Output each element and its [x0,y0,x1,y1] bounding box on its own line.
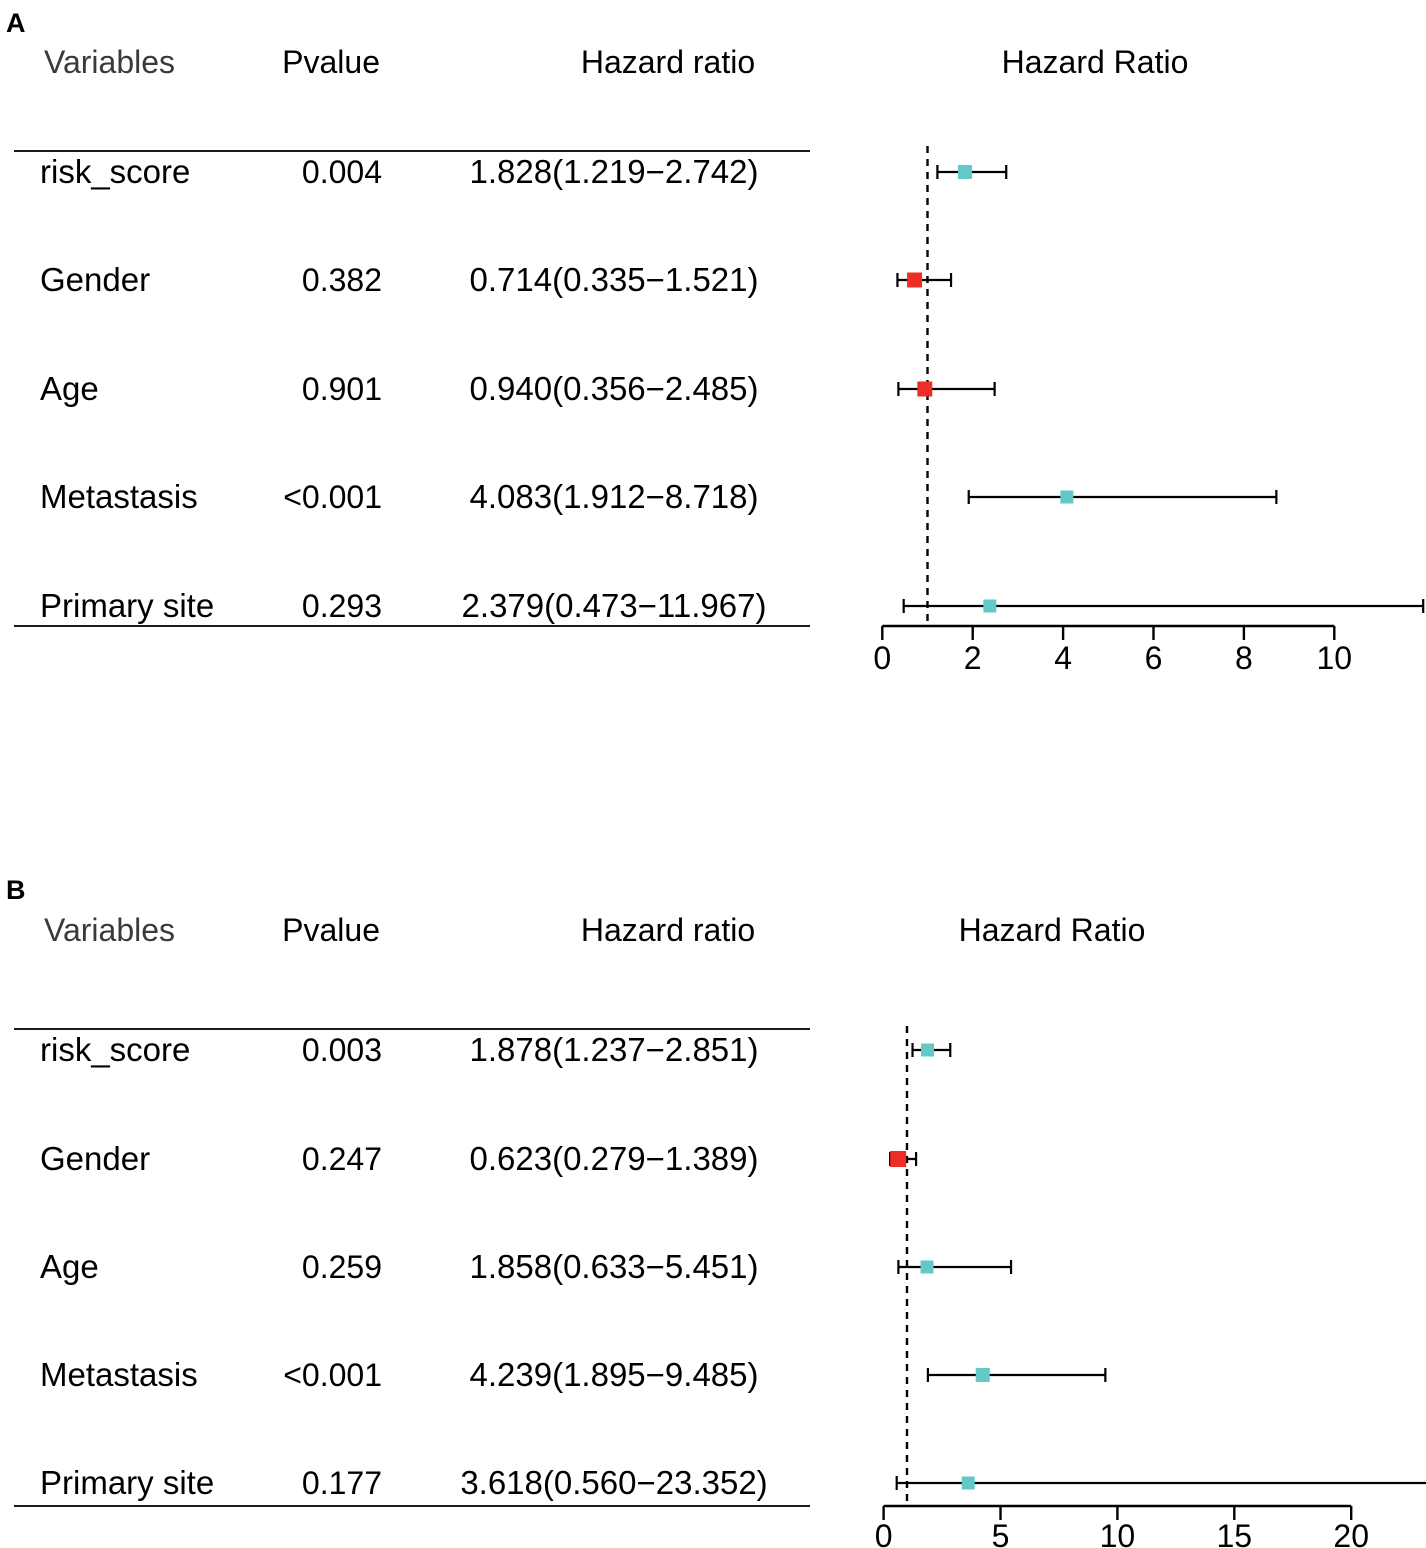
panel-a [0,0,1426,700]
column-header-pvalue: Pvalue [282,912,380,948]
table-row [0,1461,820,1505]
row-variable: Gender [40,261,151,298]
row-hazard-ratio: 1.828(1.219−2.742) [469,153,759,190]
x-axis-tick-label: 4 [1054,640,1072,676]
row-variable: Gender [40,1140,151,1177]
x-axis-tick-label: 0 [874,1518,893,1548]
row-variable: Metastasis [40,1356,198,1393]
hr-marker [958,165,972,179]
row-variable: Primary site [40,1464,215,1501]
row-pvalue: 0.177 [301,1465,382,1501]
row-pvalue: 0.293 [301,588,382,624]
row-hazard-ratio: 0.940(0.356−2.485) [469,370,759,407]
table-row [0,584,820,628]
row-pvalue: 0.901 [301,371,382,407]
hr-marker [890,1151,906,1167]
x-axis-tick-label: 6 [1144,640,1163,676]
plot-title: Hazard Ratio [1001,44,1189,80]
x-axis-tick-label: 5 [991,1518,1010,1548]
column-header-hazard-ratio: Hazard ratio [580,44,756,80]
row-pvalue: 0.003 [301,1032,382,1068]
hr-marker [921,1044,934,1057]
table-row [0,150,820,194]
panel-label-b: B [6,875,26,905]
row-pvalue: 0.259 [301,1249,382,1285]
column-header-pvalue: Pvalue [282,44,380,80]
row-pvalue: <0.001 [283,479,382,515]
row-pvalue: 0.382 [301,262,382,298]
row-hazard-ratio: 0.714(0.335−1.521) [469,261,759,298]
row-hazard-ratio: 3.618(0.560−23.352) [460,1464,768,1501]
row-variable: risk_score [40,153,191,190]
row-pvalue: 0.247 [301,1141,382,1177]
table-row [0,1028,820,1072]
x-axis-tick-label: 20 [1333,1518,1369,1548]
hr-marker [917,382,932,397]
x-axis-tick-label: 2 [963,640,982,676]
row-variable: risk_score [40,1031,191,1068]
panel-b [0,868,1426,1548]
table-row [0,475,820,519]
row-hazard-ratio: 1.878(1.237−2.851) [469,1031,759,1068]
x-axis-tick-label: 10 [1099,1518,1136,1548]
column-header-variables: Variables [44,44,176,80]
row-variable: Primary site [40,587,215,624]
row-pvalue: <0.001 [283,1357,382,1393]
x-axis-tick-label: 15 [1216,1518,1253,1548]
row-variable: Metastasis [40,478,198,515]
hr-marker [962,1477,975,1490]
forest-plot [820,0,1426,700]
x-axis-tick-label: 8 [1235,640,1253,676]
table-row [0,1137,820,1181]
row-hazard-ratio: 4.083(1.912−8.718) [469,478,759,515]
row-hazard-ratio: 0.623(0.279−1.389) [469,1140,759,1177]
panel-label-a: A [6,8,26,38]
column-header-variables: Variables [44,912,176,948]
row-variable: Age [40,1248,99,1285]
row-hazard-ratio: 1.858(0.633−5.451) [469,1248,759,1285]
row-pvalue: 0.004 [301,154,382,190]
plot-title: Hazard Ratio [958,912,1146,948]
row-hazard-ratio: 2.379(0.473−11.967) [461,587,767,624]
table-row [0,258,820,302]
hr-marker [983,600,996,613]
table-row [0,1245,820,1289]
row-hazard-ratio: 4.239(1.895−9.485) [469,1356,759,1393]
hr-marker [907,273,922,288]
x-axis-tick-label: 0 [873,640,892,676]
table-row [0,367,820,411]
hr-marker [976,1368,990,1382]
hr-marker [1060,491,1073,504]
row-variable: Age [40,370,99,407]
table-row [0,1353,820,1397]
hr-marker [921,1261,934,1274]
x-axis-tick-label: 10 [1316,640,1353,676]
forest-plot [820,868,1426,1548]
column-header-hazard-ratio: Hazard ratio [580,912,756,948]
